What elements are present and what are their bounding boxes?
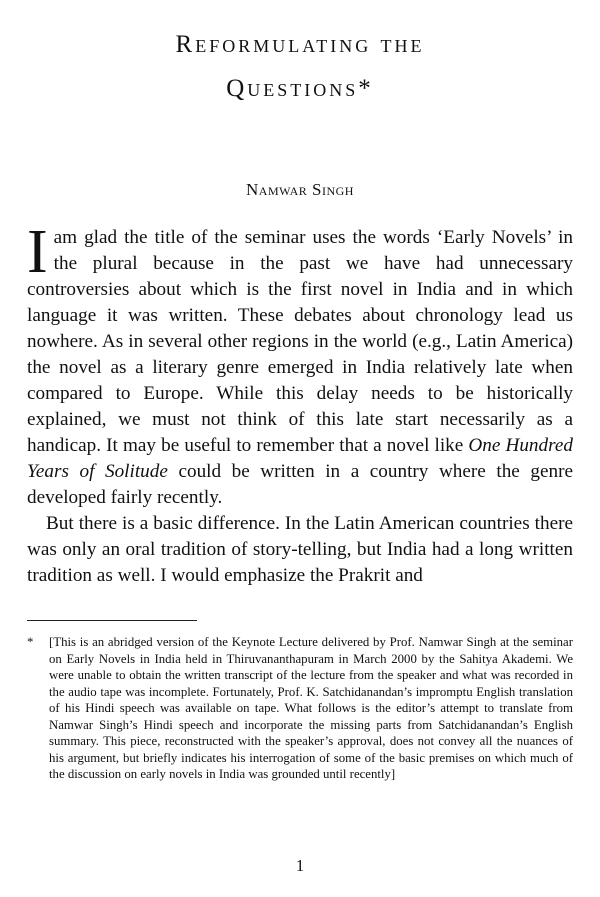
- paragraph-1-tail: could be written in a country where the genre developed fairly recently.: [27, 461, 573, 508]
- footnote-separator: [27, 620, 197, 621]
- book-title-italic: One Hundred Years of Solitude: [27, 435, 573, 482]
- paragraph-1: [27, 218, 573, 511]
- footnote: [27, 634, 573, 783]
- footnote-marker: *: [27, 635, 34, 649]
- page-number: 1: [295, 856, 305, 875]
- footnote-text: [This is an abridged version of the Keynote Lecture delivered by Prof. Namwar Singh at the seminar on Early Novels in India held in Thiruvananthapuram in March 2000 by the Sahitya Akademi. We were unable to obtain the written transcript of the lecture from the speaker and what was recorded in the audio tape was incomplete. Fortunately, Prof. K. Satchidanandan’s impromptu English translation of his Hindi speech was available on tape. What follows is the editor’s attempt to translate from Namwar Singh’s Hindi speech and incorporate the missing parts from Satchidanandan’s English summary. This piece, reconstructed with the speaker’s approval, does not convey all the nuances of his argument, but briefly indicates his interrogation of some of the basic premises on which much of the discussion on early novels in India was grounded until recently]: [49, 635, 573, 781]
- paragraph-2: But there is a basic difference. In the Latin American countries there was only an oral tradition of story-telling, but India had a long written tradition as well. I would emphasize the Prakrit and: [27, 513, 573, 586]
- paragraph-1-text: am glad the title of the seminar uses the words ‘Early Novels’ in the plural because in the past we have had unnecessary controversies about which is the first novel in India and in which language it was written. These debates about chronology lead us nowhere. As in several other regions in the world (e.g., Latin America) the novel as a literary genre emerged in India relatively late when compared to Europe. While this delay needs to be historically explained, we must not think of this late start necessarily as a handicap. It may be useful to remember that a novel like: [27, 227, 573, 456]
- drop-cap: I: [27, 218, 48, 286]
- chapter-title-line-2: Questions*: [226, 75, 374, 102]
- author-name: Namwar Singh: [246, 180, 354, 199]
- chapter-title-line-1: Reformulating the: [175, 31, 425, 58]
- body-text: [27, 218, 573, 589]
